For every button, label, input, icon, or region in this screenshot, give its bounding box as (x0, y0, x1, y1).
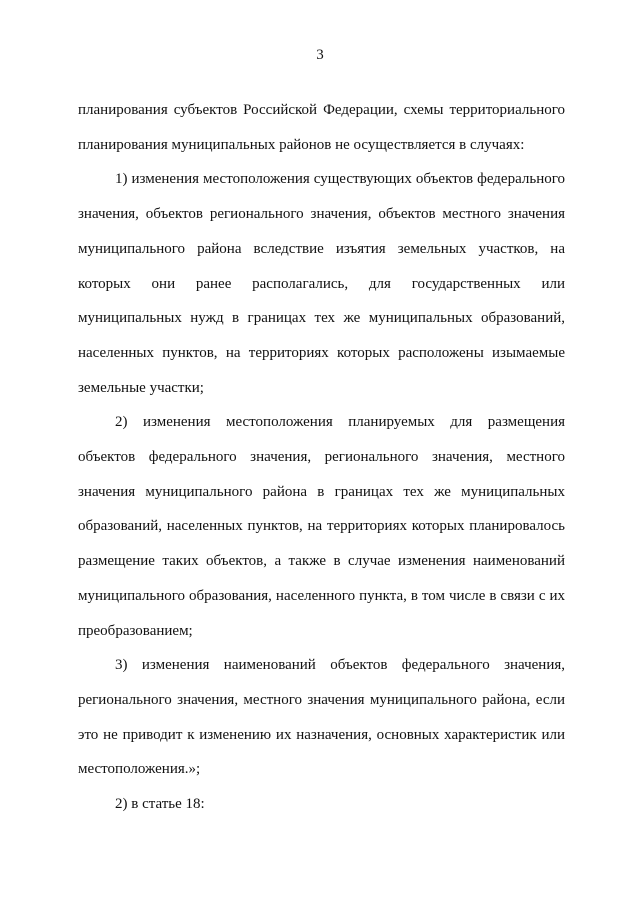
paragraph-item-1: 1) изменения местоположения существующих объектов федерального значения, объектов регионального значения, объектов местного значения муниципального района вследствие изъятия земельных участков, на которых они ранее располагались, для государственных или муниципальных нужд в границах тех же муниципальных образований, населенных пунктов, на территориях которых расположены изымаемые земельные участки; (78, 171, 565, 396)
paragraph-item-3: 3) изменения наименований объектов федерального значения, регионального значения, местного значения муниципального района, если это не приводит к изменению их назначения, основных характеристик или местоположения.»; (78, 657, 565, 778)
paragraph-item-2: 2) изменения местоположения планируемых для размещения объектов федерального значения, регионального значения, местного значения муниципального района в границах тех же муниципальных образований, населенных пунктов, на территориях которых планировалось размещение таких объектов, а также в случае изменения наименований муниципального образования, населенного пункта, в том числе в связи с их преобразованием; (78, 414, 565, 639)
paragraph-article-18: 2) в статье 18: (115, 796, 205, 813)
document-body (78, 93, 565, 822)
paragraph-continuation: планирования субъектов Российской Федерации, схемы территориального планирования муниципальных районов не осуществляется в случаях: (78, 102, 565, 153)
page-number: 3 (316, 47, 324, 63)
